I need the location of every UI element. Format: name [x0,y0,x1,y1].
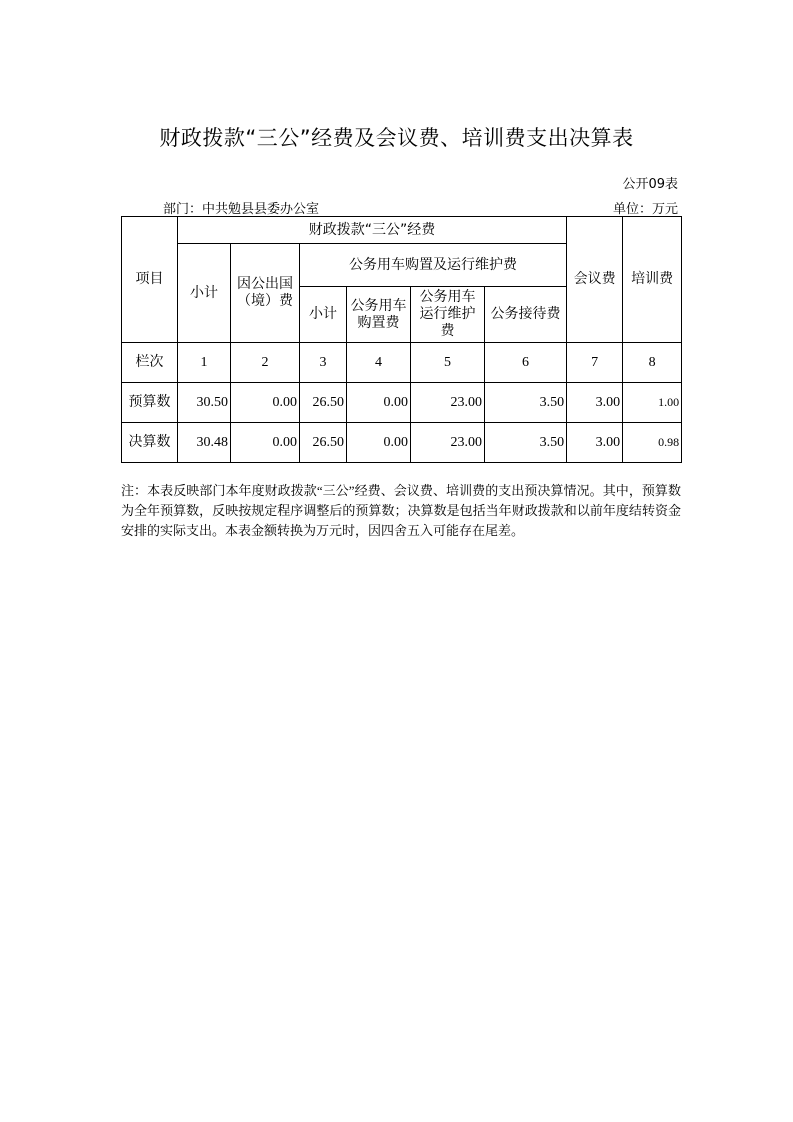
header-vehicle-operation: 公务用车运行维护费 [411,287,485,343]
value-cell: 1.00 [623,383,682,423]
index-cell: 4 [347,343,411,383]
value-cell: 3.50 [485,423,567,463]
expense-table [121,216,682,463]
index-row-label: 栏次 [122,343,178,383]
value-cell: 0.00 [347,423,411,463]
value-cell: 26.50 [300,423,347,463]
value-cell: 30.48 [178,423,231,463]
form-number: 公开09表 [622,177,678,192]
header-training: 培训费 [623,217,682,343]
unit-label: 单位：万元 [612,202,678,217]
index-cell: 5 [411,343,485,383]
header-group-main: 财政拨款“三公”经费 [178,217,567,244]
index-cell: 7 [567,343,623,383]
index-cell: 8 [623,343,682,383]
header-vehicle-group: 公务用车购置及运行维护费 [300,244,567,287]
value-cell: 30.50 [178,383,231,423]
header-subtotal: 小计 [178,244,231,343]
table-row [122,423,682,463]
header-item: 项目 [122,217,178,343]
index-cell: 1 [178,343,231,383]
value-cell: 0.00 [231,423,300,463]
value-cell: 0.00 [231,383,300,423]
footnote: 注：本表反映部门本年度财政拨款“三公”经费、会议费、培训费的支出预决算情况。其中，预算数为全年预算数，反映按规定程序调整后的预算数；决算数是包括当年财政拨款和以前年度结转资金安排的实际支出。本表金额转换为万元时，因四舍五入可能存在尾差。 [121,483,681,538]
value-cell: 23.00 [411,423,485,463]
index-cell: 3 [300,343,347,383]
value-cell: 3.50 [485,383,567,423]
department-label: 部门：中共勉县县委办公室 [163,202,320,217]
page-title: 财政拨款“三公”经费及会议费、培训费支出决算表 [159,126,634,150]
header-vehicle-purchase: 公务用车购置费 [347,287,411,343]
value-cell: 26.50 [300,383,347,423]
value-cell: 3.00 [567,423,623,463]
row-label-budget: 预算数 [122,383,178,423]
header-overseas: 因公出国（境）费 [231,244,300,343]
value-cell: 23.00 [411,383,485,423]
value-cell: 3.00 [567,383,623,423]
header-vehicle-subtotal: 小计 [300,287,347,343]
index-cell: 2 [231,343,300,383]
table-row [122,383,682,423]
index-cell: 6 [485,343,567,383]
row-label-actual: 决算数 [122,423,178,463]
value-cell: 0.00 [347,383,411,423]
value-cell: 0.98 [623,423,682,463]
header-meeting: 会议费 [567,217,623,343]
header-reception: 公务接待费 [485,287,567,343]
